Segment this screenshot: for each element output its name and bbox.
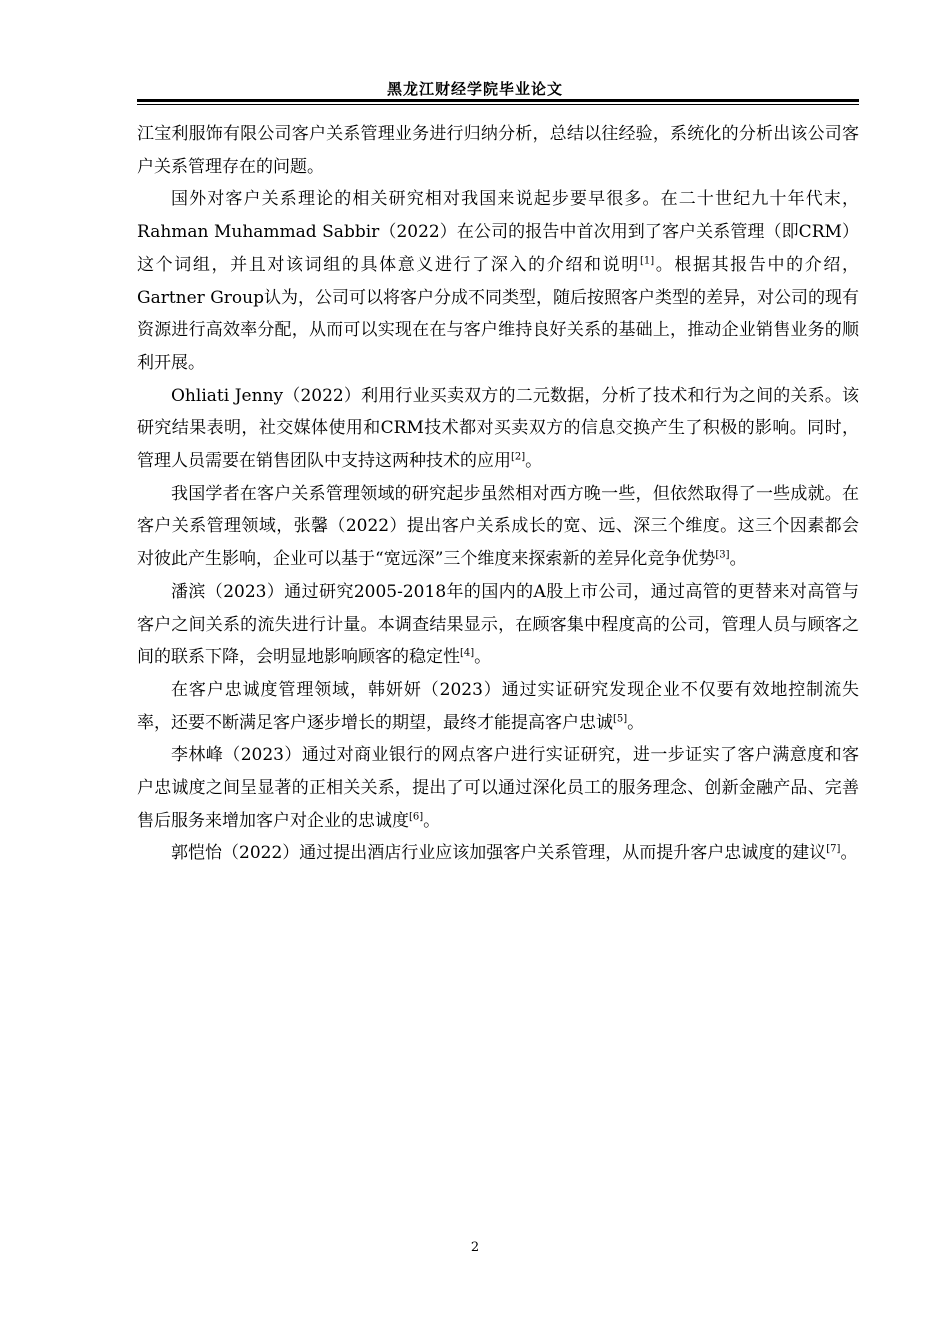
paragraph-text: 我国学者在客户关系管理领域的研究起步虽然相对西方晚一些，但依然取得了一些成就。在客户关系管理领域，张馨（2022）提出客户关系成长的宽、远、深三个维度。这三个因素都会对彼此产生影响，企业可以基于“宽远深”三个维度来探索新的差异化竞争优势: [137, 483, 859, 570]
paragraph: [137, 674, 859, 739]
paragraph: [137, 576, 859, 674]
paragraph-text: 国外对客户关系理论的相关研究相对我国来说起步要早很多。在二十世纪九十年代末，Rahman Muhammad Sabbir（2022）在公司的报告中首次用到了客户关系管理（即CRM）这个词组，并且对该词组的具体意义进行了深入的介绍和说明: [137, 189, 859, 275]
citation-marker: [5]: [613, 713, 628, 724]
paragraph: [137, 739, 859, 837]
citation-marker: [7]: [826, 843, 841, 855]
page-number: 2: [470, 1240, 480, 1255]
paragraph-text: 江宝利服饰有限公司客户关系管理业务进行归纳分析，总结以往经验，系统化的分析出该公司客户关系管理存在的问题。: [137, 124, 859, 177]
header-rule-thick: [137, 99, 859, 102]
body-text: [137, 118, 859, 870]
paragraph-text-tail: 。: [474, 647, 492, 668]
paragraph-text: 在客户忠诚度管理领域，韩妍妍（2023）通过实证研究发现企业不仅要有效地控制流失率，还要不断满足客户逐步增长的期望，最终才能提高客户忠诚: [137, 679, 859, 733]
paragraph-text: 郭恺怡（2022）通过提出酒店行业应该加强客户关系管理，从而提升客户忠诚度的建议: [171, 843, 827, 864]
paragraph: [137, 837, 859, 870]
header-rule-thin: [137, 104, 859, 105]
citation-marker: [6]: [409, 811, 424, 823]
paragraph-text-tail: 。根据其报告中的介绍，Gartner Group认为，公司可以将客户分成不同类型，随后按照客户类型的差异，对公司的现有资源进行高效率分配，从而可以实现在在与客户维持良好关系的基础上，推动企业销售业务的顺利开展。: [137, 254, 860, 373]
paragraph: [137, 380, 859, 478]
page-header-title: 黑龙江财经学院毕业论文: [386, 80, 563, 98]
paragraph: [137, 478, 859, 576]
paragraph-text: Ohliati Jenny（2022）利用行业买卖双方的二元数据，分析了技术和行为之间的关系。该研究结果表明，社交媒体使用和CRM技术都对买卖双方的信息交换产生了积极的影响。同时，管理人员需要在销售团队中支持这两种技术的应用: [137, 385, 859, 472]
citation-marker: [3]: [715, 549, 730, 561]
citation-marker: [1]: [639, 255, 655, 267]
paragraph-text: 李林峰（2023）通过对商业银行的网点客户进行实证研究，进一步证实了客户满意度和客户忠诚度之间呈显著的正相关关系，提出了可以通过深化员工的服务理念、创新金融产品、完善售后服务来增加客户对企业的忠诚度: [137, 745, 859, 831]
paragraph-text-tail: 。: [423, 810, 441, 831]
citation-marker: [2]: [511, 451, 526, 463]
paragraph: [137, 183, 859, 379]
paragraph-continuation: [137, 118, 859, 183]
paragraph-text-tail: 。: [840, 843, 858, 864]
citation-marker: [4]: [460, 647, 475, 659]
paragraph-text-tail: 。: [627, 712, 645, 733]
paragraph-text-tail: 。: [525, 451, 543, 472]
paragraph-text-tail: 。: [729, 549, 747, 570]
paragraph-text: 潘滨（2023）通过研究2005-2018年的国内的A股上市公司，通过高管的更替来对高管与客户之间关系的流失进行计量。本调查结果显示，在顾客集中程度高的公司，管理人员与顾客之间的联系下降，会明显地影响顾客的稳定性: [137, 581, 859, 668]
